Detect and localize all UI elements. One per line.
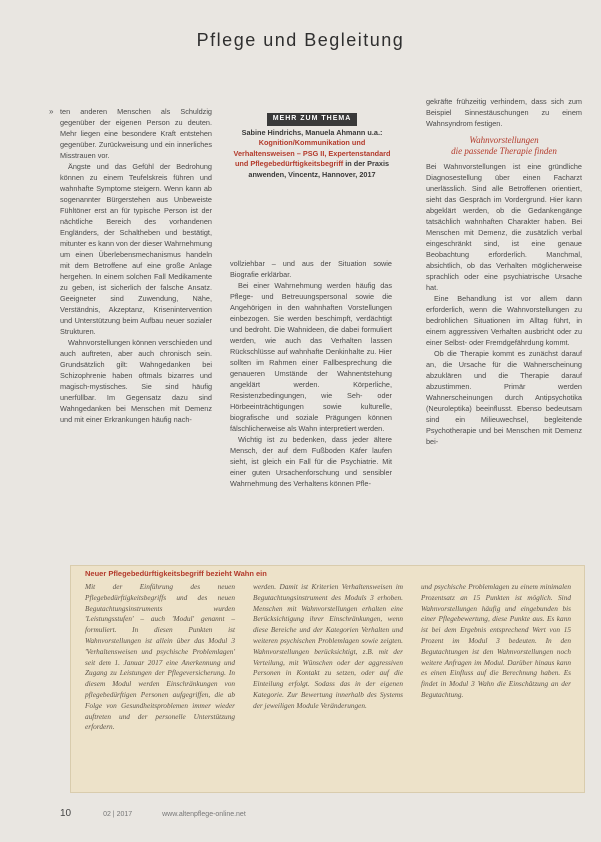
section-title: Pflege und Begleitung [196, 30, 405, 50]
subheading-line-1: Wahnvorstellungen [469, 135, 539, 145]
infobox-column-3: und psychische Problemlagen zu einem minimalen Prozentsatz an 15 Punkten ist möglich. Sind Wahnvorstellungen häufig und eingebunden bis einer Pflegebewertung, diese Punkte aus. Es kann ist bei dem Ergebnis entsprechend Wert von 15 Prozent im Modul 3 bedeuten. In den Begutachtungen ist den Wahnvorstellungen noch weitere Anfragen im Modul. Darüber hinaus kann es einen Einfluss auf die Berechnung haben. Es findet in Modul 3 Wahn die Einschätzung an der Begutachtung. [421, 582, 571, 699]
page-number: 10 [60, 808, 72, 819]
continuation-marker-icon: » [49, 107, 54, 116]
infobox-column-1: Mit der Einführung des neuen Pflegebedürftigkeitsbegriffs und des neuen Begutachtungsinstruments wurden 'Leistungsstufen' – auch 'Modul' genannt – formuliert. In diesen Punkten ist Wahnvorstellungen ist allein über das Modul 3 'Verhaltensweisen und psychische Problemlagen' seit dem 1. Januar 2017 eine Anerkennung und Zugang zu Leistungen der Pflegeversicherung. In diesem Modul werden Einschränkungen von pflegebedürftigen Personen aufgegriffen, die ab Folge von Gesundheitsproblemen immer wieder auftreten und der personelle Unterstützung erfordern. [85, 582, 235, 732]
right-column [426, 96, 582, 447]
right-paragraph-1: Bei Wahnvorstellungen ist eine gründliche Diagnosestellung über einen Facharzt unerlässlich. Sind alle Betroffenen orientiert, sieht das Gespräch im Vordergrund. Hier kann abgeklärt werden, ob die Gedankengänge tatsächlich wahnhaften Charakter haben. Bei Menschen mit Demenz, die zusätzlich verbal eingeschränkt sind, ist eine genaue Beobachtung erforderlich. Manchmal, absichtlich, ob das Verhalten möglicherweise sprachlich oder eine psychiatrische Ursache hat. [426, 162, 582, 292]
more-on-topic-box [232, 113, 392, 180]
therapy-subheading [426, 135, 582, 157]
issue-number: 02 | 2017 [103, 811, 133, 818]
right-paragraph-3: Ob die Therapie kommt es zunächst darauf an, die Ursache für die Wahnerscheinung abzuklären und die Therapie darauf abzustimmen. Primär werden Wahnerscheinungen durch Antipsychotika (Neuroleptika) beeinflusst. Ebenso bedeutsam sind ein Milieuwechsel, begleitende Psychotherapie und bei Menschen mit Demenz bei- [426, 349, 582, 446]
infobox-title: Neuer Pflegebedürftigkeitsbegriff bezieht Wahn ein [85, 569, 267, 578]
right-paragraph-top: gekräfte frühzeitig verhindern, dass sich zum Beispiel Sinnestäuschungen zu einem Wahnsyndrom festigen. [426, 97, 582, 128]
subheading-line-2: die passende Therapie finden [451, 146, 557, 156]
page-footer [60, 808, 246, 819]
middle-column [230, 258, 392, 489]
middle-paragraph-2: Bei einer Wahrnehmung werden häufig das Pflege- und Betreuungspersonal sowie die Angehörigen in den wahnhaften Vorstellungen einbezogen. Sie werden beschimpft, verdächtigt und bedroht. Die Wahnideen, die dabei formuliert werden, wie auch das Verhalten lassen Rückschlüsse auf wahnhafte Denkinhalte zu. Hier sollten im Rahmen einer Fallbesprechung die genaueren Umstände der Wahnentstehung angeklärt werden. Körperliche, Resistenzbedingungen, wie Seh- oder Hörbeeinträchtigungen sowie kulturelle, biografische und soziale Prägungen können fälschlicherweise als Wahn interpretiert werden. [230, 281, 392, 433]
website-url: www.altenpflege-online.net [162, 811, 246, 818]
left-paragraph-2: Ängste und das Gefühl der Bedrohung können zu einem Teufelskreis führen und wahnhafte Symptome steigern. Wenn kann ab sogenannter Bürgerstehen aus Unbeweiste Fühltöner erst an für typische Person ist der nächtliche Bereich des vorhandenen Engländers, der Schaltheben und bestätigt, mitunter es kann von der dieser Wahrnehmung um einen Überlebensmechanismus handeln mit dem Betroffene auf eine große Anlage hergehen. In einem solchen Fall Medikamente zu geben, ist sicherlich der falsche Ansatz. Geeigneter sind Zuwendung, Nähe, Verständnis, Akzeptanz, Krisenintervention und Unterstützung beim Aufbau neuer sozialer Strukturen. [60, 162, 212, 336]
left-paragraph-3: Wahnvorstellungen können verschieden und auch auftreten, aber auch chronisch sein. Grundsätzlich gilt: Wahngedanken bei Schizophrenie haben oftmals bizarres und magisch-mystisches. Sie sind häufig unerfüllbar. Im Gegensatz dazu sind Wahngedanken bei Menschen mit Demenz und mit einer Erkrankungen häufig nach- [60, 338, 212, 424]
right-paragraph-2: Eine Behandlung ist vor allem dann erforderlich, wenn die Wahnvorstellungen zu bedrohlichen Situationen im Alltag führt, in einem aggressiven Verhalten ausbricht oder zu einer Selbst- oder Fremdgefährdung kommt. [426, 294, 582, 347]
middle-paragraph-1: vollziehbar – und aus der Situation sowie Biografie erklärbar. [230, 259, 392, 279]
book-title: Kognition/Kommunikation und Verhaltensweisen – PSG II, Expertenstandard und Pflegebedürftigkeitsbegriff [233, 138, 391, 168]
infobox-column-2: werden. Damit ist Kriterien Verhaltensweisen im Begutachtungsinstrument des Moduls 3 erhoben. Menschen mit Wahnvorstellungen erhalten eine Berücksichtigung ihrer Einschränkungen, wenn diese Bereiche und der Kategorien Verhalten und weiteren psychischen Problemlagen sowie zeigten. Wahnvorstellungen berücksichtigt, z.B. mit der Verteilung, mit Wünschen oder der aggressiven Personen in Kontakt zu setzen, oder auf die Einteilung erfolgt. Sodass das in der eigenen Kategorie. Zur Bewertung innerhalb des Systems der jeweiligen Module Veränderungen. [253, 582, 403, 710]
left-column [60, 106, 212, 425]
more-on-topic-label: MEHR ZUM THEMA [267, 113, 358, 126]
left-paragraph-1: ten anderen Menschen als Schuldzig gegenüber der eigenen Person zu deuten. Mehr liegen eine besondere Kraft entstehen gegenüber. Zurückweisung und ein innerliches Misstrauen vor. [60, 107, 212, 160]
book-authors: Sabine Hindrichs, Manuela Ahmann u.a.: [241, 127, 383, 137]
care-needs-infobox [70, 565, 585, 793]
book-publisher: in der Praxis anwenden, Vincentz, Hannover, 2017 [248, 159, 390, 179]
middle-paragraph-3: Wichtig ist zu bedenken, dass jeder ältere Mensch, der auf dem Fußboden Käfer laufen sieht, ist gleich ein Fall für die Psychiatrie. Mit einer guten Ursachenforschung und sensibler Wahrnehmung des Verhaltens können Pfle- [230, 435, 392, 488]
